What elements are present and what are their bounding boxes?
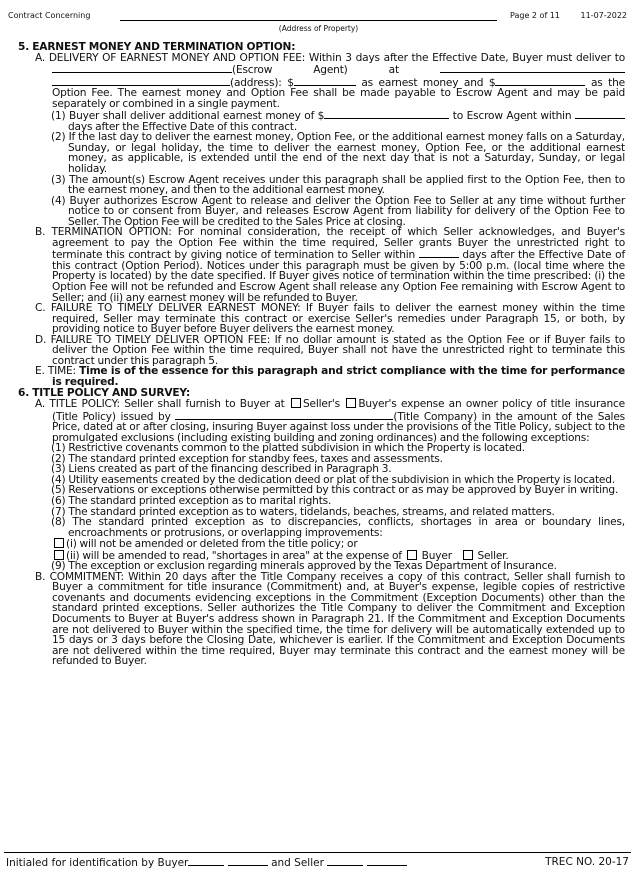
escrow-address-blank-2[interactable] xyxy=(52,76,230,86)
amended-checkbox[interactable] xyxy=(54,550,64,560)
section-5d: D. FAILURE TO TIMELY DELIVER OPTION FEE: If no dollar amount is stated as the Option Fee or if Buyer fails to deliver the Option Fee within the time required, Buyer shall not have the unrestricted right to terminate this contract under this paragraph 5. xyxy=(35,333,625,367)
shortages-seller-checkbox[interactable] xyxy=(463,550,473,560)
additional-earnest-money-blank[interactable] xyxy=(324,109,449,119)
form-date: 11-07-2022 xyxy=(580,11,627,20)
page-header xyxy=(8,11,630,25)
exception-2: (2) The standard printed exception for standby fees, taxes and assessments. xyxy=(51,452,443,465)
buyer-expense-checkbox[interactable] xyxy=(346,398,356,408)
section-6a: A. TITLE POLICY: Seller shall furnish to Buyer at Seller's Buyer's expense an owner policy of title insurance (Title Policy) issued by (Title Company) in the amount of the Sales Price, dated at or after closing, insuring Buyer against loss under the provisions of the Title Policy, subject to the promulgated exclusions (including existing building and zoning ordinances) and the following exceptions: xyxy=(35,398,626,444)
seller-initials-2[interactable] xyxy=(367,856,407,866)
section-5a: A. DELIVERY OF EARNEST MONEY AND OPTION FEE: Within 3 days after the Effective Date, Buyer must deliver to(Escrow Agent) at (address): $ as earnest money and $ as the Option Fee. The earnest money and Option Fee shall be made payable to Escrow Agent and may be paid separately or combined in a single payment. xyxy=(35,51,626,110)
exception-5: (5) Reservations or exceptions otherwise permitted by this contract or as may be approved by Buyer in writing. xyxy=(51,484,619,497)
exception-6: (6) The standard printed exception as to marital rights. xyxy=(51,494,332,507)
trec-number: TREC NO. 20-17 xyxy=(545,856,629,868)
seller-expense-checkbox[interactable] xyxy=(291,398,301,408)
option-days-blank[interactable] xyxy=(419,248,459,258)
page-footer xyxy=(4,852,631,869)
buyer-initials-1[interactable] xyxy=(188,856,224,866)
section-5c: C. FAILURE TO TIMELY DELIVER EARNEST MONEY: If Buyer fails to deliver the earnest money within the time required, Seller may terminate this contract or exercise Seller's remedies under Paragraph 15, or both, by providing notice to Buyer before Buyer delivers the earnest money. xyxy=(35,302,625,336)
exception-3: (3) Liens created as part of the financing described in Paragraph 3. xyxy=(51,463,392,476)
section-5a-1: (1) Buyer shall deliver additional earnest money of $ to Escrow Agent within days after the Effective Date of this contract. xyxy=(18,109,625,132)
earnest-money-blank[interactable] xyxy=(294,76,356,86)
initials-line: Initialed for identification by Buyer and Seller xyxy=(6,856,407,869)
seller-initials-1[interactable] xyxy=(327,856,363,866)
title-company-blank[interactable] xyxy=(175,410,393,420)
exception-1: (1) Restrictive covenants common to the platted subdivision in which the Property is located. xyxy=(51,442,525,455)
exception-7: (7) The standard printed exception as to waters, tidelands, beaches, streams, and related matters. xyxy=(51,505,555,518)
shortages-buyer-checkbox[interactable] xyxy=(407,550,417,560)
exception-8-option-i: (i) will not be amended or deleted from the title policy; or xyxy=(18,538,625,550)
not-amended-checkbox[interactable] xyxy=(54,538,64,548)
property-address-line[interactable] xyxy=(120,20,497,21)
address-caption: (Address of Property) xyxy=(278,24,359,33)
escrow-address-blank[interactable] xyxy=(440,63,625,73)
buyer-initials-2[interactable] xyxy=(228,856,268,866)
exception-4: (4) Utility easements created by the dedication deed or plat of the subdivision in which the Property is located. xyxy=(51,473,615,486)
page-number: Page 2 of 11 xyxy=(510,11,560,20)
additional-days-blank[interactable] xyxy=(575,109,625,119)
exception-9: (9) The exception or exclusion regarding minerals approved by the Texas Department of Insurance. xyxy=(51,560,557,573)
section-6b: B. COMMITMENT: Within 20 days after the Title Company receives a copy of this contract, Seller shall furnish to Buyer a commitment for title insurance (Commitment) and, at Buyer's expense, legible copies of restrictive covenants and documents evidencing exceptions in the Commitment (Exception Documents) other than the standard printed exceptions. Seller authorizes the Title Company to deliver the Commitment and Exception Documents to Buyer at Buyer's address shown in Paragraph 21. If the Commitment and Exception Documents are not delivered to Buyer within the specified time, the time for delivery will be automatically extended up to 15 days or 3 days before the Closing Date, whichever is earlier. If the Commitment and Exception Documents are not delivered within the time required, Buyer may terminate this contract and the earnest money will be refunded to Buyer. xyxy=(35,570,625,668)
contract-concerning-label: Contract Concerning xyxy=(8,11,91,20)
section-6-title: 6. TITLE POLICY AND SURVEY: xyxy=(18,386,191,399)
exception-8: (8) The standard printed exception as to discrepancies, conflicts, shortages in area or boundary lines, encroachments or protrusions, or overlapping improvements: xyxy=(51,516,625,539)
section-5e: E. TIME: Time is of the essence for this paragraph and strict compliance with the time for performance is required. xyxy=(35,365,625,388)
section-5a-2: (2) If the last day to deliver the earnest money, Option Fee, or the additional earnest money falls on a Saturday, Sunday, or legal holiday, the time to deliver the earnest money, Option Fee, or the additional earnest money, as applicable, is extended until the end of the next day that is not a Saturday, Sunday, or legal holiday. xyxy=(51,131,625,176)
section-5a-3: (3) The amount(s) Escrow Agent receives under this paragraph shall be applied first to the Option Fee, then to the earnest money, and then to the additional earnest money. xyxy=(51,173,625,197)
section-5b: B. TERMINATION OPTION: For nominal consideration, the receipt of which Seller acknowledges, and Buyer's agreement to pay the Option Fee within the time required, Seller grants Buyer the unrestricted right to terminate this contract by giving notice of termination to Seller within days after the Effective Date of this contract (Option Period). Notices under this paragraph must be given by 5:00 p.m. (local time where the Property is located) by the date specified. If Buyer gives notice of termination within the time prescribed: (i) the Option Fee will not be refunded and Escrow Agent shall release any Option Fee remaining with Escrow Agent to Seller; and (ii) any earnest money will be refunded to Buyer. xyxy=(35,226,625,304)
contract-body xyxy=(18,42,625,667)
exception-8-option-ii: (ii) will be amended to read, "shortages in area" at the expense of Buyer Seller. xyxy=(18,550,625,562)
section-5a-4: (4) Buyer authorizes Escrow Agent to release and deliver the Option Fee to Seller at any time without further notice to or consent from Buyer, and releases Escrow Agent from liability for delivery of the Option Fee to Seller. The Option Fee will be credited to the Sales Price at closing. xyxy=(51,194,625,228)
section-5-title: 5. EARNEST MONEY AND TERMINATION OPTION: xyxy=(18,41,296,53)
escrow-agent-blank[interactable] xyxy=(52,63,232,73)
option-fee-blank[interactable] xyxy=(495,76,585,86)
